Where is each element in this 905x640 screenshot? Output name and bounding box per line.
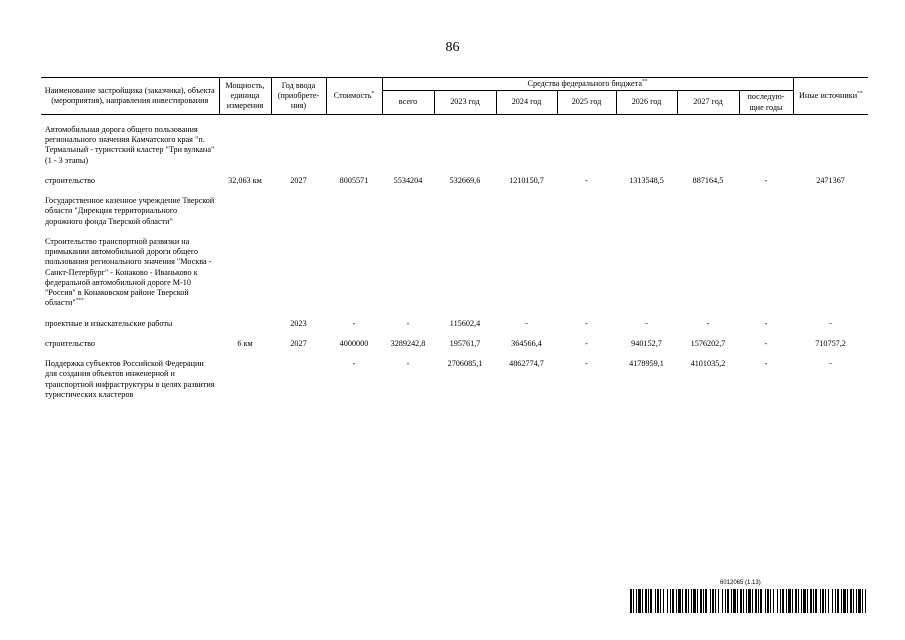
barcode-bar [693,589,696,613]
barcode-bar [786,589,787,613]
barcode-bar [746,589,747,613]
barcode-bar [825,589,826,613]
cell-later: - [764,175,768,185]
cell-2027: 4101035,2 [690,359,726,368]
cell-2027: 887164,5 [692,175,724,185]
budget-table [41,77,868,400]
cell-cost: - [352,359,356,368]
barcode-bar [807,589,808,613]
barcode-bar [822,589,824,613]
cell-2026: - [645,318,648,328]
barcode-bar [700,589,702,613]
cell-cost: 4000000 [339,338,369,348]
barcode-bar [820,589,821,613]
header-cost: Стоимость* [326,78,382,115]
barcode-bar [725,589,726,613]
row-name: Строительство транспортной развязки на примыкании автомобильной дороги общего пользования регионального значения "Москва - Санкт-Петербург" - Конаково - Иваньково к федеральной автомобильной дороге М-10 "Россия" в Конаковском районе Тверской области"*** [45,236,212,308]
barcode-bar [672,589,674,613]
barcode-bar [810,589,812,613]
barcode-bar [788,589,791,613]
barcode-bar [688,589,689,613]
table-row [41,176,868,186]
barcode-bar [767,589,769,613]
row-name: строительство [45,338,96,348]
header-2026: 2026 год [616,91,677,115]
barcode-bar [645,589,647,613]
barcode-bar [865,589,866,613]
header-year: Год ввода (приобрете-ния) [271,78,326,115]
cell-2025: - [585,338,588,348]
barcode-bar [798,589,799,613]
cell-total: 3289242,8 [390,338,426,348]
barcode-bar [682,589,683,613]
cell-year: 2027 [290,338,307,348]
barcode-bar [837,589,839,613]
barcode-bar [760,589,762,613]
cell-capacity [219,319,271,329]
barcode-bar [758,589,759,613]
barcode-bar [685,589,687,613]
cell-2026: 940152,7 [631,338,662,348]
barcode-bar [731,589,732,613]
table-row [41,319,868,329]
cell-2023: 2706085,1 [447,359,483,368]
barcode-bar [792,589,793,613]
barcode-bar [850,589,852,613]
barcode-bar [670,589,671,613]
page-number: 86 [445,40,460,55]
table-row [41,237,868,309]
cell-cost: 8005571 [339,175,369,185]
barcode-bar [657,589,659,613]
header-2027: 2027 год [677,91,739,115]
barcode-bar [663,589,664,613]
barcode-bar [712,589,714,613]
row-name: строительство [45,175,96,185]
cell-2025: - [585,318,588,328]
barcode-label: 6012065 (1.13) [720,580,761,586]
barcode-bar [777,589,778,613]
barcode-bar [815,589,817,613]
header-name: Наименование застройщика (заказчика), объекта (мероприятия), направления инвестирования [41,78,219,115]
header-2023: 2023 год [434,91,496,115]
cell-2026: 4178959,1 [629,359,664,368]
cell-year [271,359,326,400]
barcode-bar [803,589,806,613]
cell-2027: 1576202,7 [690,338,726,348]
barcode-bar [773,589,774,613]
cell-other: - [829,318,832,328]
row-name: Автомобильная дорога общего пользования регионального значения Камчатского края "п. Термальный - туристский кластер "Три вулкана" (1 - 3 этапы) [45,124,215,165]
cell-year: 2027 [290,175,307,185]
barcode-bar [638,589,641,613]
barcode-bar [862,589,863,613]
table-row [41,359,868,400]
barcode-bar [737,589,738,613]
barcode-bar [835,589,836,613]
cell-2024: 4862774,7 [509,359,544,368]
header-capacity: Мощность, единица измерения [219,78,271,115]
cell-total: - [406,359,410,368]
header-other-sources: Иные источники** [793,78,868,115]
barcode-bar [715,589,716,613]
barcode-bar [636,589,637,613]
barcode-bar [813,589,814,613]
barcode-bar [650,589,652,613]
barcode-bar [705,589,707,613]
cell-other: 710757,2 [815,338,846,348]
header-2025: 2025 год [557,91,616,115]
barcode-bar [648,589,649,613]
barcode-bar [667,589,668,613]
cell-2024: - [525,318,528,328]
barcode-bar [853,589,854,613]
cell-capacity [219,359,271,400]
barcode-bar [727,589,729,613]
cell-2023: 532669,6 [449,175,481,185]
cell-2024: 364566,4 [511,338,542,348]
cell-cost: - [352,318,356,328]
cell-2023: 195761,7 [449,338,481,348]
cell-other: 2471367 [816,175,845,185]
barcode-bar [780,589,781,613]
barcode-bar [832,589,833,613]
barcode-bar [755,589,757,613]
barcode-bar [748,589,751,613]
barcode-bar [843,589,846,613]
barcode-bar [801,589,802,613]
barcode-bar [691,589,692,613]
cell-total: 5534204 [393,175,423,185]
barcode-bar [642,589,643,613]
cell-later: - [764,338,768,348]
barcode-bar [765,589,766,613]
barcode-bar [828,589,829,613]
cell-2025: - [585,359,588,368]
cell-capacity: 6 км [237,338,253,348]
barcode-bar [740,589,742,613]
barcode-bar [630,589,632,613]
barcode-bar [856,589,857,613]
barcode-bar [770,589,771,613]
barcode-bar [733,589,736,613]
barcode-bar [752,589,753,613]
cell-2026: 1313548,5 [629,175,664,185]
barcode-bar [710,589,711,613]
table-row [41,125,868,166]
cell-later: - [764,359,768,368]
cell-2025: - [585,175,588,185]
barcode-bar [841,589,842,613]
cell-2024: 1210150,7 [509,175,544,185]
barcode-bar [697,589,698,613]
header-federal-budget: Средства федерального бюджета** [382,78,793,91]
row-name: Государственное казенное учреждение Тверской области "Дирекция территориального дорожного фонда Тверской области" [45,196,215,226]
barcode-bar [655,589,656,613]
barcode-bar [795,589,797,613]
header-later-years: последую-щие годы [739,91,793,115]
table-row [41,196,868,227]
header-2024: 2024 год [496,91,557,115]
barcode [630,589,866,613]
barcode-bar [660,589,661,613]
row-name: проектные и изыскательские работы [45,318,173,328]
cell-other: - [829,359,832,368]
barcode-bar [718,589,719,613]
barcode-bar [782,589,784,613]
cell-2027: - [706,318,710,328]
barcode-bar [633,589,634,613]
cell-capacity: 32,063 км [228,175,262,185]
barcode-bar [703,589,704,613]
cell-2023: 115602,4 [449,318,481,328]
row-name: Поддержка субъектов Российской Федерации для создания объектов инженерной и транспортной инфраструктуры в целях развития туристических кластеров [45,359,215,399]
cell-total: - [406,318,410,328]
table-row [41,339,868,349]
barcode-bar [676,589,677,613]
barcode-bar [847,589,848,613]
header-total: всего [382,91,434,115]
barcode-bar [678,589,681,613]
barcode-bar [743,589,744,613]
cell-later: - [764,318,768,328]
cell-year: 2023 [290,318,307,328]
barcode-bar [722,589,723,613]
barcode-bar [858,589,861,613]
